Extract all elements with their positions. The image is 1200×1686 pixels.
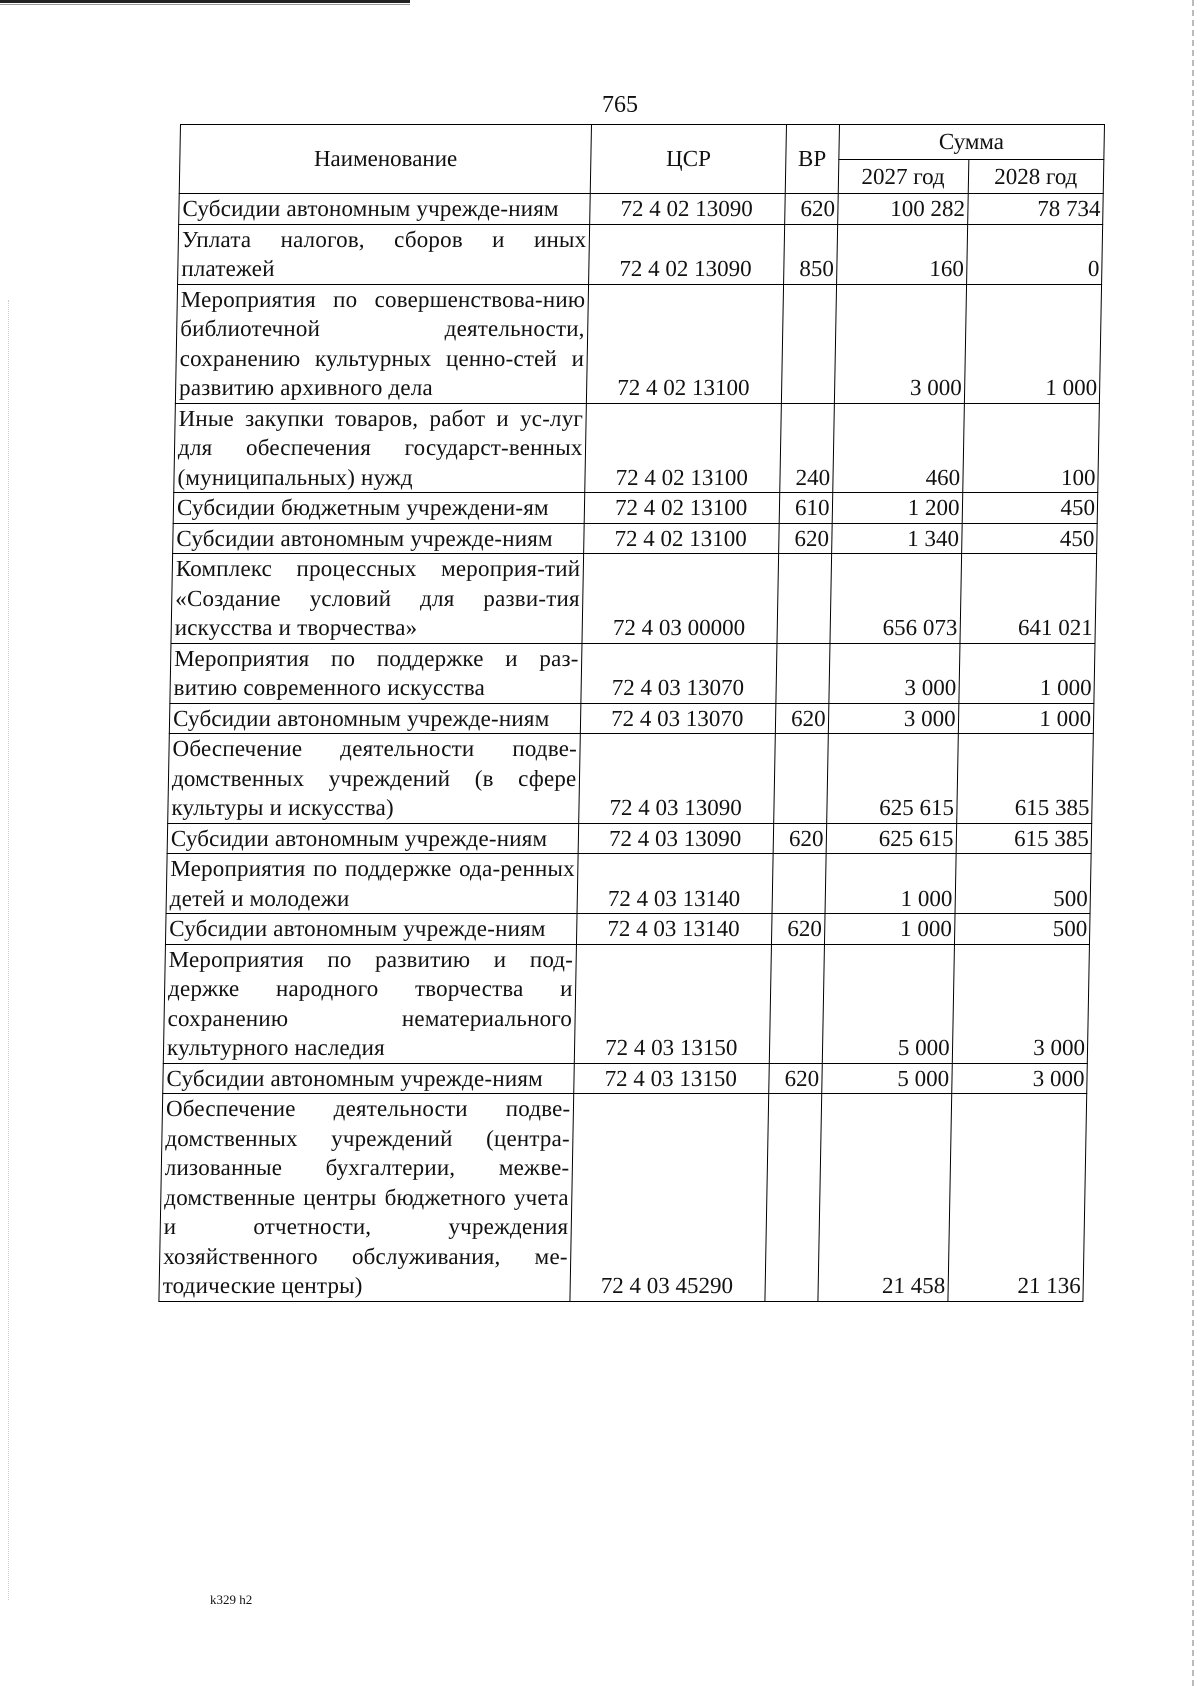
row-vr bbox=[769, 944, 824, 1063]
row-amount-2028: 450 bbox=[962, 493, 1098, 524]
header-year-2027: 2027 год bbox=[838, 159, 969, 194]
row-amount-2028: 1 000 bbox=[958, 643, 1095, 703]
footer-code: k329 h2 bbox=[210, 1592, 253, 1607]
row-amount-2027: 5 000 bbox=[821, 1063, 952, 1094]
table-header bbox=[179, 125, 1104, 194]
row-csr: 72 4 03 13090 bbox=[579, 734, 775, 824]
row-csr: 72 4 03 13150 bbox=[574, 1063, 769, 1094]
row-csr: 72 4 02 13090 bbox=[589, 224, 785, 284]
row-vr bbox=[776, 643, 830, 703]
row-vr: 610 bbox=[779, 493, 832, 524]
row-amount-2028: 3 000 bbox=[951, 1063, 1087, 1094]
row-name: Субсидии автономным учрежде-ниям bbox=[167, 823, 579, 854]
row-name: Уплата налогов, сборов и иных платежей bbox=[178, 224, 591, 284]
row-vr: 620 bbox=[785, 194, 838, 225]
row-amount-2027: 625 615 bbox=[826, 823, 957, 854]
row-amount-2027: 1 000 bbox=[825, 854, 956, 914]
scan-edge-top bbox=[0, 0, 410, 3]
table-row bbox=[173, 493, 1098, 524]
row-csr: 72 4 02 13090 bbox=[590, 194, 785, 225]
row-vr bbox=[765, 1094, 821, 1302]
row-vr: 620 bbox=[773, 823, 826, 854]
row-vr bbox=[774, 734, 828, 824]
table-row bbox=[175, 284, 1101, 403]
table-row bbox=[159, 1094, 1087, 1302]
row-name: Субсидии бюджетным учреждени-ям bbox=[173, 493, 585, 524]
row-csr: 72 4 02 13100 bbox=[584, 523, 779, 554]
row-csr: 72 4 02 13100 bbox=[585, 403, 781, 493]
row-csr: 72 4 03 13070 bbox=[581, 643, 777, 703]
row-amount-2028: 100 bbox=[962, 403, 1099, 493]
table-row bbox=[178, 224, 1103, 284]
row-amount-2027: 1 340 bbox=[831, 523, 962, 554]
row-amount-2028: 615 385 bbox=[956, 823, 1092, 854]
row-amount-2028: 500 bbox=[954, 914, 1090, 945]
row-name: Субсидии автономным учрежде-ниям bbox=[163, 1063, 575, 1094]
row-amount-2028: 1 000 bbox=[964, 284, 1102, 403]
budget-table bbox=[158, 124, 1105, 1302]
row-vr: 620 bbox=[775, 703, 828, 734]
header-name: Наименование bbox=[179, 125, 592, 194]
table-row bbox=[179, 194, 1104, 225]
row-amount-2028: 450 bbox=[961, 523, 1097, 554]
row-amount-2027: 1 200 bbox=[832, 493, 963, 524]
row-vr: 620 bbox=[769, 1063, 822, 1094]
row-amount-2028: 21 136 bbox=[948, 1094, 1087, 1302]
row-amount-2028: 500 bbox=[955, 854, 1092, 914]
row-csr: 72 4 03 13070 bbox=[581, 703, 776, 734]
row-name: Комплекс процессных мероприя-тий «Создание условий для разви-тия искусства и творчества» bbox=[171, 554, 584, 644]
row-amount-2027: 3 000 bbox=[828, 703, 959, 734]
header-year-2028: 2028 год bbox=[968, 159, 1104, 194]
row-name: Субсидии автономным учрежде-ниям bbox=[165, 914, 577, 945]
row-amount-2027: 3 000 bbox=[828, 643, 959, 703]
row-vr: 850 bbox=[784, 224, 838, 284]
row-vr: 240 bbox=[780, 403, 834, 493]
row-csr: 72 4 02 13100 bbox=[585, 493, 780, 524]
table-row bbox=[173, 523, 1098, 554]
table-row bbox=[163, 1063, 1088, 1094]
table-row bbox=[169, 703, 1094, 734]
row-csr: 72 4 03 13140 bbox=[578, 854, 774, 914]
row-csr: 72 4 03 45290 bbox=[570, 1094, 768, 1302]
row-csr: 72 4 02 13100 bbox=[587, 284, 784, 403]
scan-edge-right bbox=[1192, 0, 1194, 1686]
row-vr bbox=[781, 284, 836, 403]
table-row bbox=[163, 944, 1089, 1063]
row-amount-2028: 1 000 bbox=[958, 703, 1094, 734]
page-number: 765 bbox=[602, 92, 638, 118]
row-name: Обеспечение деятельности подве-домственных учреждений (в сфере культуры и искусства) bbox=[168, 734, 581, 824]
table-row bbox=[171, 554, 1097, 644]
row-name: Обеспечение деятельности подве-домственных учреждений (центра-лизованные бухгалтерии, межве-домственные центры бюджетного учета и отчетности, учреждения хозяйственного обслуживания, ме-тодические центры) bbox=[159, 1094, 574, 1302]
table-row bbox=[168, 734, 1094, 824]
row-name: Мероприятия по совершенствова-нию библиотечной деятельности, сохранению культурных ценно-стей и развитию архивного дела bbox=[175, 284, 589, 403]
row-vr: 620 bbox=[771, 914, 824, 945]
scan-edge-top-shadow bbox=[0, 4, 410, 5]
row-amount-2027: 3 000 bbox=[834, 284, 966, 403]
table-row bbox=[167, 823, 1092, 854]
row-vr bbox=[772, 854, 826, 914]
row-amount-2027: 21 458 bbox=[818, 1094, 952, 1302]
row-csr: 72 4 03 13140 bbox=[577, 914, 772, 945]
row-name: Мероприятия по поддержке и раз-витию современного искусства bbox=[170, 643, 583, 703]
table-row bbox=[165, 914, 1090, 945]
header-vr: ВР bbox=[785, 125, 839, 194]
header-csr: ЦСР bbox=[591, 125, 787, 194]
row-csr: 72 4 03 00000 bbox=[582, 554, 778, 644]
row-amount-2028: 641 021 bbox=[960, 554, 1097, 644]
row-name: Иные закупки товаров, работ и ус-луг для обеспечения государст-венных (муниципальных) нужд bbox=[174, 403, 587, 493]
row-amount-2027: 160 bbox=[836, 224, 967, 284]
row-amount-2028: 3 000 bbox=[952, 944, 1090, 1063]
row-amount-2028: 0 bbox=[966, 224, 1103, 284]
table-body bbox=[159, 194, 1103, 1302]
row-amount-2028: 78 734 bbox=[967, 194, 1103, 225]
row-vr: 620 bbox=[779, 523, 832, 554]
table-row bbox=[166, 854, 1091, 914]
scan-edge-left bbox=[8, 300, 9, 1600]
row-name: Мероприятия по развитию и под-держке народного творчества и сохранению нематериального культурного наследия bbox=[163, 944, 577, 1063]
row-amount-2027: 625 615 bbox=[826, 734, 958, 824]
row-name: Мероприятия по поддержке ода-ренных детей и молодежи bbox=[166, 854, 579, 914]
row-csr: 72 4 03 13150 bbox=[575, 944, 772, 1063]
row-amount-2028: 615 385 bbox=[956, 734, 1093, 824]
row-amount-2027: 1 000 bbox=[824, 914, 955, 945]
row-amount-2027: 100 282 bbox=[837, 194, 968, 225]
table-row bbox=[174, 403, 1100, 493]
header-sum: Сумма bbox=[838, 125, 1104, 160]
row-name: Субсидии автономным учрежде-ниям bbox=[179, 194, 591, 225]
row-amount-2027: 5 000 bbox=[822, 944, 954, 1063]
row-amount-2027: 460 bbox=[832, 403, 964, 493]
row-name: Субсидии автономным учрежде-ниям bbox=[169, 703, 581, 734]
row-vr bbox=[777, 554, 831, 644]
table-row bbox=[170, 643, 1095, 703]
row-name: Субсидии автономным учрежде-ниям bbox=[173, 523, 585, 554]
row-csr: 72 4 03 13090 bbox=[579, 823, 774, 854]
row-amount-2027: 656 073 bbox=[830, 554, 962, 644]
